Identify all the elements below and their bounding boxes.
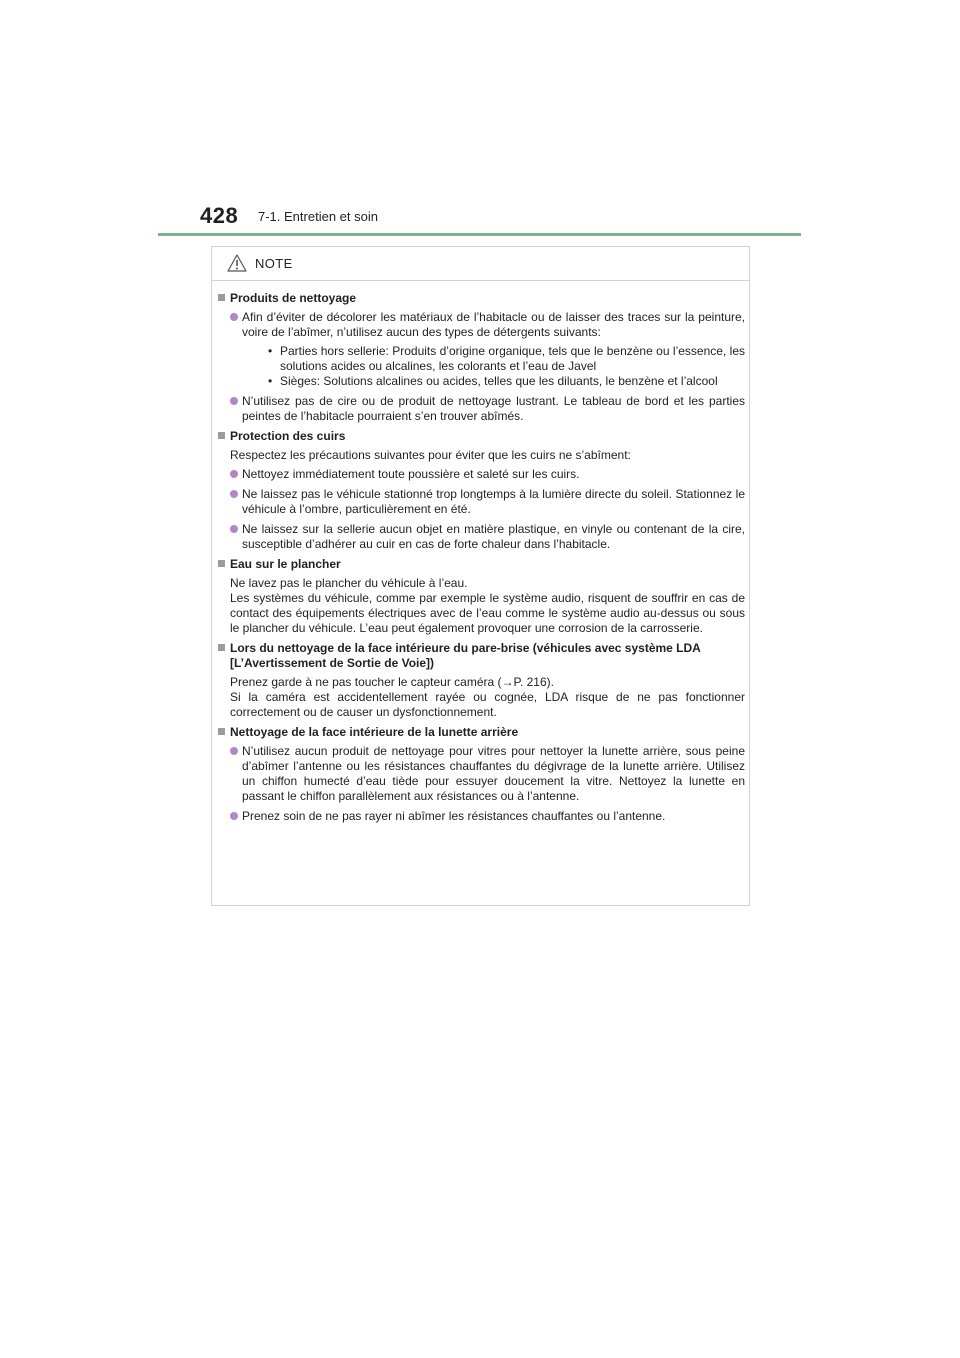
small-dot-icon: • [268, 374, 273, 388]
section-title: Nettoyage de la face intérieure de la lunette arrière [230, 725, 519, 739]
list-item: N’utilisez pas de cire ou de produit de nettoyage lustrant. Le tableau de bord et les parties peintes de l’habitacle pourraient s’en trouver abîmés. [218, 394, 745, 424]
paragraph: Les systèmes du véhicule, comme par exemple le système audio, risquent de souffrir en cas de contact des équipements électriques avec de l’eau comme le système audio au-dessus ou sous le plancher du véhicule. L’eau peut également provoquer une corrosion de la carrosserie. [230, 591, 745, 635]
square-bullet-icon [218, 294, 225, 301]
list-item: Afin d’éviter de décolorer les matériaux de l’habitacle ou de laisser des traces sur la peinture, voire de l’abîmer, n’utilisez aucun des types de détergents suivants: • Parties hors sellerie: Produits d’origine organique, tels que le benzène ou l’essence, les solutions acides ou alcalines, les colorants et l’eau de Javel • Sièges: Solutions alcalines ou acides, telles que les diluants, le benzène et l’alcool [218, 310, 745, 389]
section-produits [218, 291, 745, 424]
list-item: N’utilisez aucun produit de nettoyage pour vitres pour nettoyer la lunette arrière, sous peine d’abîmer l’antenne ou les résistances chauffantes du dégivrage de la lunette arrière. Utilisez un chiffon humecté d’eau tiède pour essuyer doucement la vitre. Nettoyez la lunette en passant le chiffon parallèlement aux résistances ou à l’antenne. [218, 744, 745, 804]
page-header [200, 203, 800, 233]
round-bullet-icon [230, 490, 238, 498]
section-title: Protection des cuirs [230, 429, 346, 443]
note-header [212, 247, 749, 281]
round-bullet-icon [230, 313, 238, 321]
square-bullet-icon [218, 644, 225, 651]
square-bullet-icon [218, 432, 225, 439]
paragraph: Si la caméra est accidentellement rayée ou cognée, LDA risque de ne pas fonctionner correctement ou de causer un dysfonctionnement. [230, 690, 745, 719]
paragraph: Ne lavez pas le plancher du véhicule à l’eau. [230, 576, 468, 590]
note-label: NOTE [255, 256, 293, 271]
round-bullet-icon [230, 747, 238, 755]
square-bullet-icon [218, 560, 225, 567]
section-cuirs [218, 429, 745, 552]
warning-triangle-icon [227, 254, 247, 277]
round-bullet-icon [230, 397, 238, 405]
list-item: Prenez soin de ne pas rayer ni abîmer les résistances chauffantes ou l’antenne. [218, 809, 745, 824]
round-bullet-icon [230, 812, 238, 820]
section-title: Produits de nettoyage [230, 291, 357, 305]
list-item: Ne laissez pas le véhicule stationné trop longtemps à la lumière directe du soleil. Stationnez le véhicule à l’ombre, particulièrement en été. [218, 487, 745, 517]
round-bullet-icon [230, 525, 238, 533]
section-title: 7-1. Entretien et soin [258, 209, 378, 224]
header-rule [158, 233, 801, 236]
section-title: Lors du nettoyage de la face intérieure du pare-brise (véhicules avec système LDA [L’Avertissement de Sortie de Voie]) [230, 641, 701, 670]
sub-list-item: • Sièges: Solutions alcalines ou acides, telles que les diluants, le benzène et l’alcool [268, 374, 718, 388]
section-plancher [218, 557, 745, 636]
list-item: Nettoyez immédiatement toute poussière et saleté sur les cuirs. [218, 467, 745, 482]
section-lunette [218, 725, 745, 824]
section-parebrise [218, 641, 745, 720]
section-title: Eau sur le plancher [230, 557, 341, 571]
square-bullet-icon [218, 728, 225, 735]
note-box [211, 246, 750, 906]
paragraph: Respectez les précautions suivantes pour éviter que les cuirs ne s’abîment: [230, 448, 631, 462]
round-bullet-icon [230, 470, 238, 478]
small-dot-icon: • [268, 344, 273, 358]
sub-list-item: • Parties hors sellerie: Produits d’origine organique, tels que le benzène ou l’essence, les solutions acides ou alcalines, les colorants et l’eau de Javel [268, 344, 745, 373]
page-number: 428 [200, 203, 239, 228]
note-content [218, 291, 745, 829]
list-item: Ne laissez sur la sellerie aucun objet en matière plastique, en vinyle ou contenant de la cire, susceptible d’adhérer au cuir en cas de forte chaleur dans l’habitacle. [218, 522, 745, 552]
paragraph: Prenez garde à ne pas toucher le capteur caméra (→P. 216). [230, 675, 554, 689]
